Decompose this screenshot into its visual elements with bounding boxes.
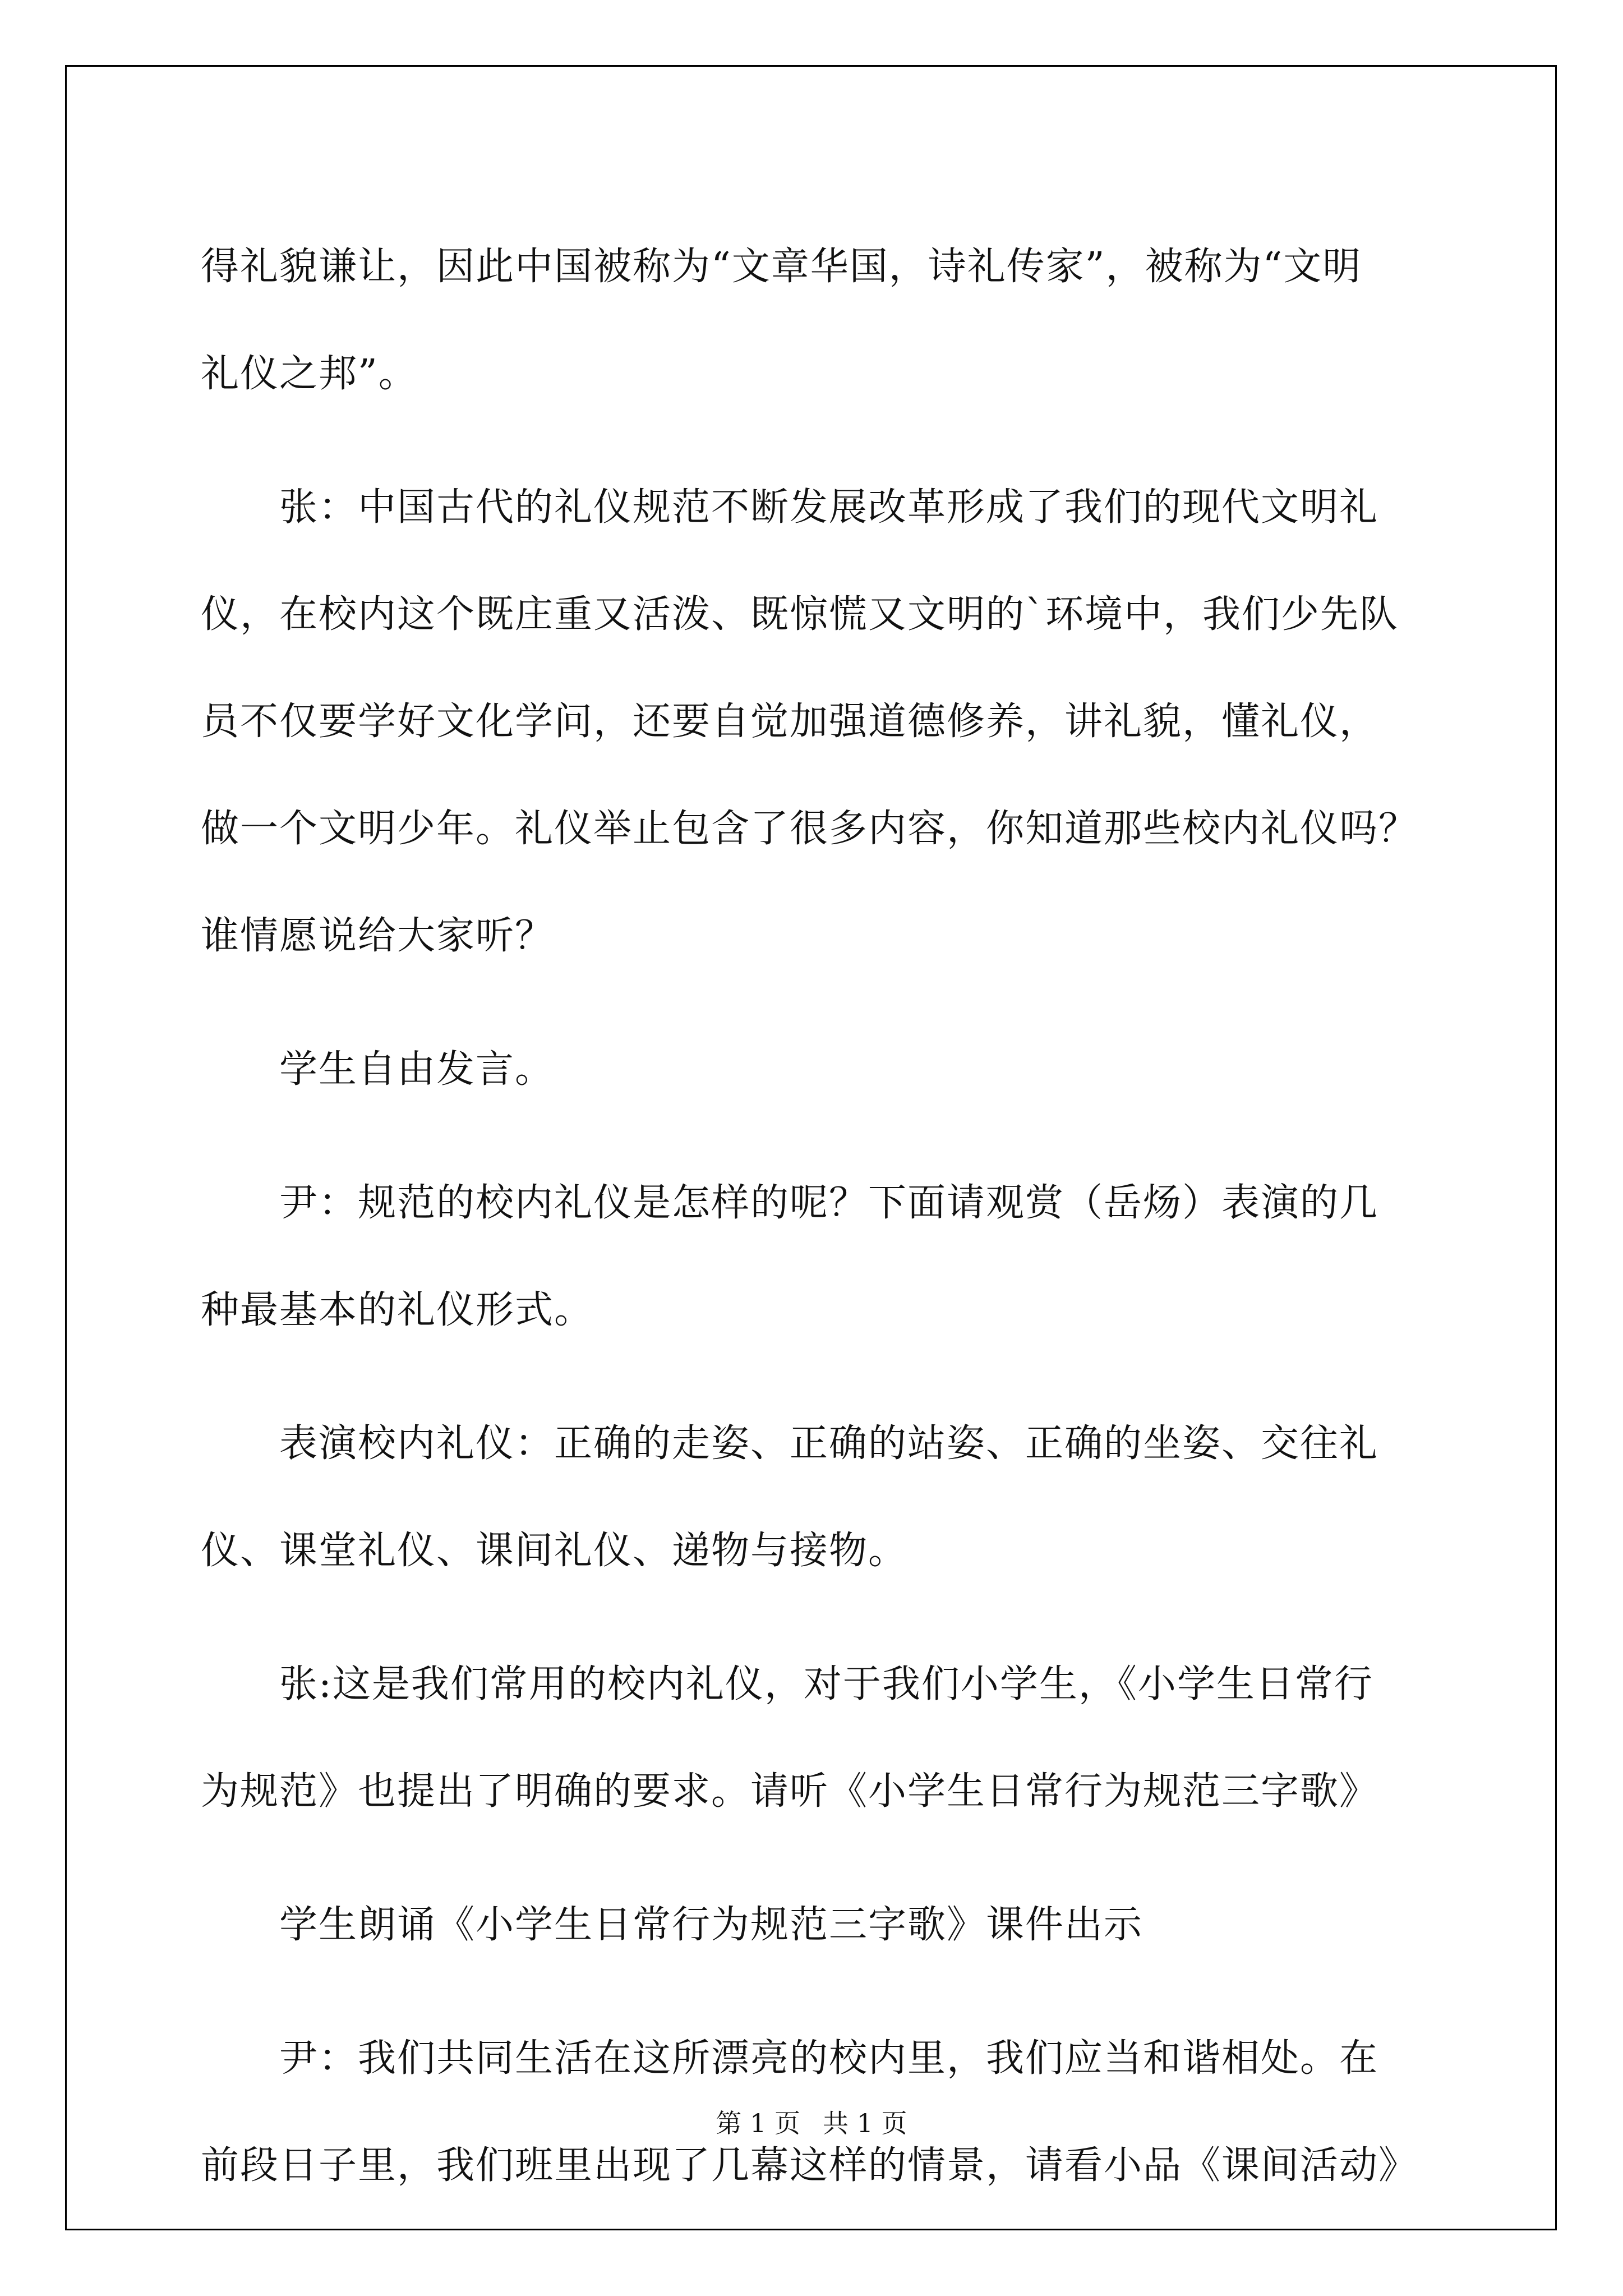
paragraph bbox=[201, 1390, 1423, 1604]
text-line: 礼仪之邦”。 bbox=[201, 352, 418, 396]
paragraph bbox=[201, 1631, 1423, 1845]
page-footer bbox=[0, 2106, 1623, 2140]
text-line: 仪，在校内这个既庄重又活泼、既惊慌又文明的`环境中，我们少先队 bbox=[201, 592, 1399, 637]
text-line: 前段日子里，我们班里出现了几幕这样的情景，请看小品《课间活动》 bbox=[201, 2143, 1418, 2188]
paragraph bbox=[201, 1871, 1423, 1978]
text-line: 学生朗诵《小学生日常行为规范三字歌》课件出示 bbox=[279, 1903, 1144, 1947]
paragraph bbox=[201, 1149, 1423, 1364]
paragraph bbox=[201, 213, 1423, 427]
text-line: 谁情愿说给大家听？ bbox=[201, 914, 555, 958]
paragraph bbox=[201, 454, 1423, 990]
page-number: 第 1 页 bbox=[716, 2108, 800, 2138]
text-line: 做一个文明少年。礼仪举止包含了很多内容，你知道那些校内礼仪吗？ bbox=[201, 807, 1418, 851]
text-line: 为规范》也提出了明确的要求。请听《小学生日常行为规范三字歌》 bbox=[201, 1769, 1379, 1814]
text-line: 得礼貌谦让，因此中国被称为“文章华国，诗礼传家”，被称为“文明 bbox=[201, 245, 1362, 289]
text-line: 尹：规范的校内礼仪是怎样的呢？下面请观赏（岳炀）表演的几 bbox=[279, 1181, 1379, 1225]
text-line: 学生自由发言。 bbox=[279, 1047, 555, 1092]
text-line: 张:这是我们常用的校内礼仪，对于我们小学生，《小学生日常行 bbox=[279, 1662, 1373, 1706]
text-line: 表演校内礼仪：正确的走姿、正确的站姿、正确的坐姿、交往礼 bbox=[279, 1421, 1379, 1466]
text-line: 仪、课堂礼仪、课间礼仪、递物与接物。 bbox=[201, 1529, 908, 1573]
text-line: 尹：我们共同生活在这所漂亮的校内里，我们应当和谐相处。在 bbox=[279, 2036, 1379, 2081]
text-line: 张：中国古代的礼仪规范不断发展改革形成了我们的现代文明礼 bbox=[279, 485, 1379, 530]
page-total: 共 1 页 bbox=[823, 2108, 907, 2138]
text-line: 员不仅要学好文化学问，还要自觉加强道德修养，讲礼貌，懂礼仪， bbox=[201, 700, 1379, 744]
document-body bbox=[201, 213, 1423, 2246]
text-line: 种最基本的礼仪形式。 bbox=[201, 1288, 594, 1332]
paragraph bbox=[201, 1016, 1423, 1123]
